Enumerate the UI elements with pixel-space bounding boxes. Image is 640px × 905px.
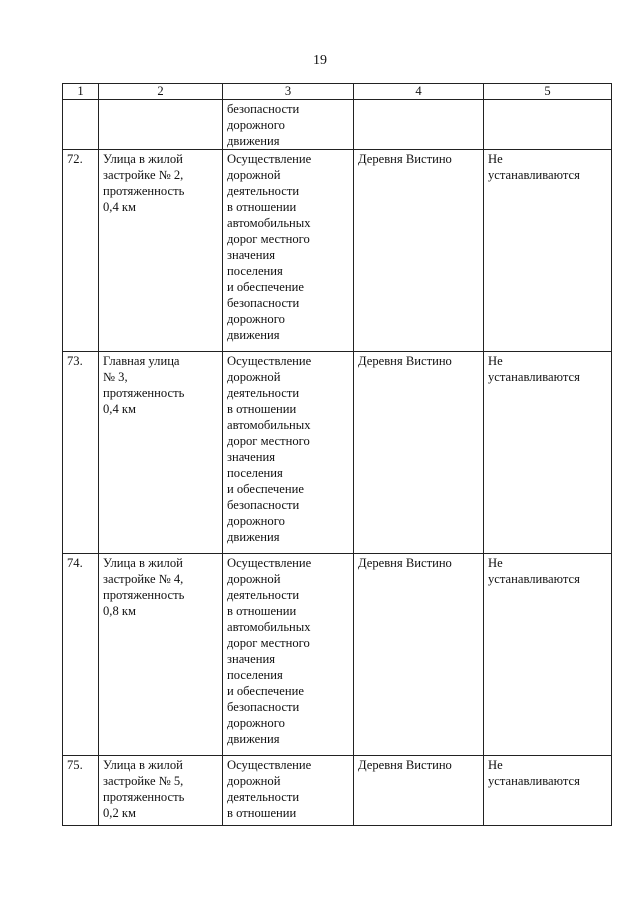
cell-num: 72. (63, 150, 99, 352)
table-row (63, 352, 612, 554)
cell-location: Деревня Вистино (354, 554, 484, 756)
column-header-2: 2 (99, 84, 223, 100)
page-number: 19 (313, 53, 327, 68)
column-header-3: 3 (223, 84, 354, 100)
table-header-row (63, 84, 612, 100)
column-header-5: 5 (484, 84, 612, 100)
column-header-1: 1 (63, 84, 99, 100)
cell-name: Главная улица № 3, протяженность 0,4 км (99, 352, 223, 554)
cell-location: Деревня Вистино (354, 756, 484, 826)
cell-location (354, 100, 484, 150)
cell-name: Улица в жилой застройке № 4, протяженность 0,8 км (99, 554, 223, 756)
cell-zones (484, 100, 612, 150)
cell-location: Деревня Вистино (354, 352, 484, 554)
cell-purpose: безопасности дорожного движения (223, 100, 354, 150)
cell-name: Улица в жилой застройке № 5, протяженность 0,2 км (99, 756, 223, 826)
cell-purpose: Осуществление дорожной деятельности в отношении автомобильных дорог местного значения поселения и обеспечение безопасности дорожного движения (223, 150, 354, 352)
table-row (63, 756, 612, 826)
cell-num: 74. (63, 554, 99, 756)
cell-num (63, 100, 99, 150)
cell-location: Деревня Вистино (354, 150, 484, 352)
cell-zones: Не устанавливаются (484, 554, 612, 756)
table-row (63, 150, 612, 352)
cell-purpose: Осуществление дорожной деятельности в отношении автомобильных дорог местного значения поселения и обеспечение безопасности дорожного движения (223, 554, 354, 756)
table-row (63, 554, 612, 756)
table-row-continued (63, 100, 612, 150)
cell-zones: Не устанавливаются (484, 150, 612, 352)
cell-zones: Не устанавливаются (484, 352, 612, 554)
cell-zones: Не устанавливаются (484, 756, 612, 826)
cell-name (99, 100, 223, 150)
cell-num: 75. (63, 756, 99, 826)
registry-table (62, 83, 612, 826)
cell-num: 73. (63, 352, 99, 554)
column-header-4: 4 (354, 84, 484, 100)
cell-name: Улица в жилой застройке № 2, протяженность 0,4 км (99, 150, 223, 352)
cell-purpose: Осуществление дорожной деятельности в отношении (223, 756, 354, 826)
cell-purpose: Осуществление дорожной деятельности в отношении автомобильных дорог местного значения поселения и обеспечение безопасности дорожного движения (223, 352, 354, 554)
